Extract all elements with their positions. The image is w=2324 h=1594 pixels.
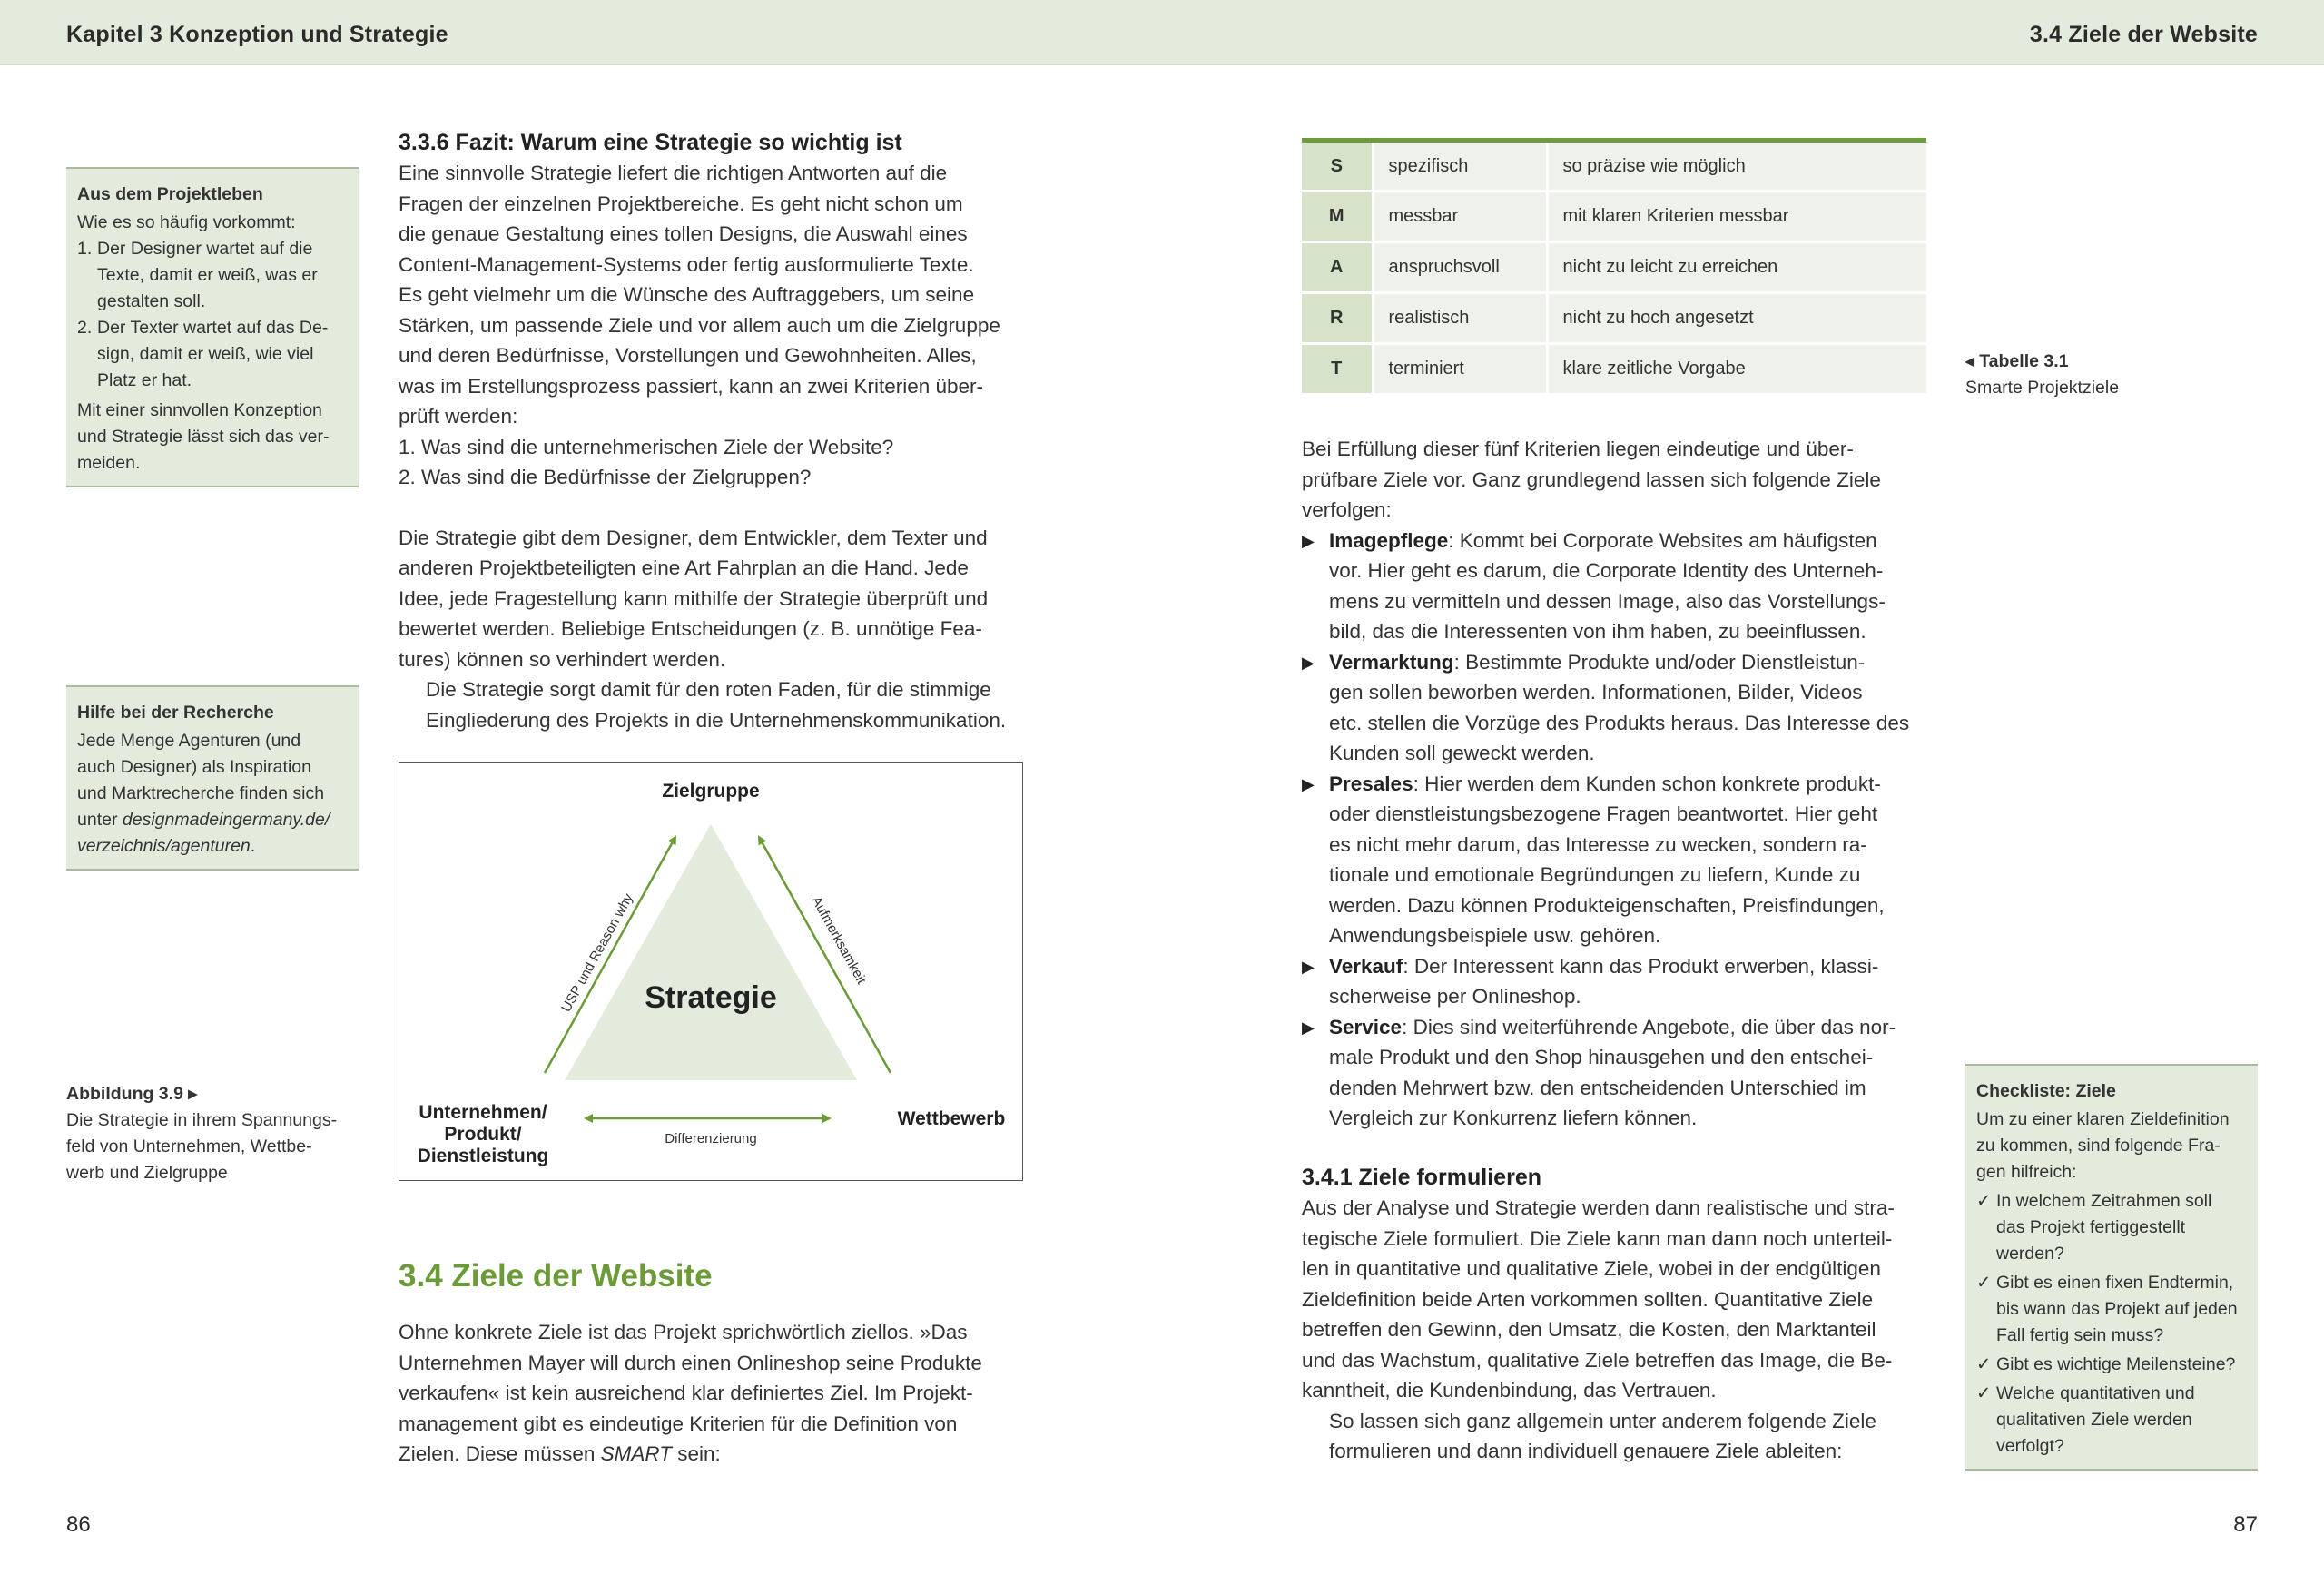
- text-line: mens zu vermitteln und dessen Image, also das Vorstellungs-: [1329, 589, 1886, 613]
- text-line: Vergleich zur Konkurrenz liefern können.: [1329, 1107, 1698, 1129]
- text-line: Ohne konkrete Ziele ist das Projekt sprichwörtlich ziellos. »Das: [399, 1321, 968, 1343]
- text-line: scherweise per Onlineshop.: [1329, 985, 1581, 1008]
- text-line: Die Strategie sorgt damit für den roten Faden, für die stimmige: [426, 678, 991, 701]
- goal-item: [1302, 1012, 1926, 1134]
- text-line: und das Wachstum, qualitative Ziele betreffen das Image, die Be-: [1302, 1348, 1893, 1372]
- checklist-intro: [1976, 1107, 2247, 1186]
- page-number-right: 87: [2233, 1512, 2258, 1537]
- text-line: formulieren und dann individuell genauere Ziele ableiten:: [1329, 1440, 1843, 1462]
- table-cell-b: so präzise wie möglich: [1547, 141, 1926, 192]
- figure-caption-text: [66, 1107, 366, 1186]
- text-line: Mit einer sinnvollen Konzeption: [77, 400, 322, 420]
- text-line: meiden.: [77, 453, 141, 473]
- sidebox-title: Aus dem Projektleben: [77, 184, 263, 204]
- text: : Hier werden dem Kunden schon konkrete produkt-: [1413, 772, 1881, 795]
- text: : Bestimmte Produkte und/oder Dienstleistun-: [1453, 650, 1866, 674]
- label-unternehmen-2: Produkt/: [444, 1124, 522, 1145]
- text-line: oder dienstleistungsbezogene Fragen beantwortet. Hier geht: [1329, 802, 1878, 825]
- table-caption: [1965, 349, 2256, 401]
- text-line: male Produkt und den Shop hinausgehen und den entschei-: [1329, 1046, 1874, 1068]
- goal-term: Service: [1329, 1015, 1403, 1038]
- table-caption-text: Smarte Projektziele: [1965, 378, 2120, 398]
- label-unternehmen-1: Unternehmen/: [419, 1102, 547, 1123]
- text-line: kanntheit, die Kundenbindung, das Vertrauen.: [1302, 1379, 1717, 1402]
- bullet-triangle-icon: ▶: [1302, 531, 1315, 550]
- left-running-header: [0, 0, 1162, 65]
- text-line: betreffen den Gewinn, den Umsatz, die Kosten, den Marktanteil: [1302, 1318, 1876, 1341]
- text-line: Unternehmen Mayer will durch einen Onlineshop seine Produkte: [399, 1351, 982, 1374]
- text-line: management gibt es eindeutige Kriterien für die Definition von: [399, 1412, 958, 1435]
- text-line: sign, damit er weiß, wie viel: [97, 344, 314, 364]
- sidebox-list: [77, 236, 348, 394]
- goal-term: Verkauf: [1329, 954, 1403, 978]
- bullet-triangle-icon: ▶: [1302, 653, 1315, 672]
- text: sein:: [671, 1442, 721, 1465]
- text-line: [1329, 647, 1926, 678]
- text-line: Anwendungsbeispiele usw. gehören.: [1329, 924, 1661, 947]
- text: : Dies sind weiterführende Angebote, die über das nor-: [1402, 1015, 1896, 1038]
- goal-term: Imagepflege: [1329, 528, 1449, 552]
- text-line: werden?: [1996, 1244, 2064, 1264]
- text-line: [1329, 769, 1926, 800]
- section-3-4-1: [1302, 1163, 1926, 1467]
- text-line: prüfbare Ziele vor. Ganz grundlegend lassen sich folgende Ziele: [1302, 467, 1881, 491]
- text-line: werden. Dazu können Produkteigenschaften, Preisfindungen,: [1329, 893, 1885, 917]
- text-line: verkaufen« ist kein ausreichend klar definiertes Ziel. Im Projekt-: [399, 1382, 973, 1404]
- table-row: [1302, 141, 1926, 192]
- text-line: Zieldefinition beide Arten vorkommen sollten. Quantitative Ziele: [1302, 1287, 1874, 1311]
- label-aufmerksamkeit: Aufmerksamkeit: [808, 893, 870, 987]
- section-header: 3.4 Ziele der Website: [2029, 22, 2258, 47]
- table-cell-k: R: [1302, 293, 1373, 344]
- text-line: vor. Hier geht es darum, die Corporate Identity des Unterneh-: [1329, 559, 1884, 582]
- text-line: Platz er hat.: [97, 370, 192, 390]
- text-line: gestalten soll.: [97, 291, 206, 311]
- paragraph: [1302, 434, 1926, 526]
- sidebox-link-line: [77, 833, 348, 860]
- text-line: das Projekt fertiggestellt: [1996, 1217, 2186, 1237]
- check-icon: ✓: [1976, 1383, 1992, 1403]
- text: Zielen. Diese müssen: [399, 1442, 601, 1465]
- link-prefix: unter: [77, 810, 123, 830]
- label-wettbewerb: Wettbewerb: [897, 1108, 1006, 1129]
- goal-item: [1302, 951, 1926, 1012]
- bullet-triangle-icon: ▶: [1302, 774, 1315, 793]
- checklist-item: [1976, 1188, 2247, 1267]
- sidebox-recherche: [66, 685, 359, 871]
- text-line: In welchem Zeitrahmen soll: [1996, 1191, 2212, 1211]
- text: : Kommt bei Corporate Websites am häufigsten: [1448, 528, 1877, 552]
- label-usp: USP und Reason why: [558, 890, 637, 1015]
- text-line: was im Erstellungsprozess passiert, kann an zwei Kriterien über-: [399, 374, 984, 398]
- goal-item: [1302, 647, 1926, 769]
- sidebox-intro: Wie es so häufig vorkommt:: [77, 212, 296, 232]
- section-heading: 3.4.1 Ziele formulieren: [1302, 1165, 1541, 1190]
- label-strategie: Strategie: [645, 980, 777, 1015]
- table-cell-a: messbar: [1373, 192, 1547, 242]
- list-item: [77, 315, 348, 394]
- paragraph: [399, 158, 1023, 432]
- text-line: Fragen der einzelnen Projektbereiche. Es geht nicht schon um: [399, 192, 963, 215]
- triangle-diagram-svg: [399, 763, 1022, 1180]
- sidebox-link-line: [77, 807, 348, 833]
- text-line: 1. Was sind die unternehmerischen Ziele der Website?: [399, 435, 894, 458]
- text-line: [1329, 1012, 1926, 1043]
- list-item: [77, 236, 348, 315]
- text-line: Die Strategie in ihrem Spannungs-: [66, 1110, 338, 1130]
- paragraph: [399, 523, 1023, 675]
- label-unternehmen-3: Dienstleistung: [417, 1146, 549, 1166]
- goal-item: [1302, 769, 1926, 951]
- text-line: Es geht vielmehr um die Wünsche des Auftraggebers, um seine: [399, 283, 975, 306]
- sidebox-projektleben: [66, 167, 359, 487]
- text-line: denden Mehrwert bzw. den entscheidenden Unterschied im: [1329, 1076, 1866, 1099]
- text-line: tures) können so verhindert werden.: [399, 647, 726, 671]
- table-cell-k: A: [1302, 242, 1373, 293]
- strategy-diagram: [399, 762, 1023, 1181]
- goal-list: [1302, 526, 1926, 1134]
- goal-item: [1302, 526, 1926, 647]
- text-line: [1329, 951, 1926, 982]
- checklist-item: [1976, 1270, 2247, 1349]
- text-line: Idee, jede Fragestellung kann mithilfe der Strategie überprüft und: [399, 586, 989, 610]
- goals-text: [1302, 434, 1926, 1134]
- checklist-item: [1976, 1352, 2247, 1378]
- text: : Der Interessent kann das Produkt erwerben, klassi-: [1403, 954, 1879, 978]
- text-line: Gibt es einen fixen Endtermin,: [1996, 1273, 2234, 1293]
- text-line: und deren Bedürfnisse, Vorstellungen und Gewohnheiten. Alles,: [399, 344, 977, 367]
- text-line: werb und Zielgruppe: [66, 1163, 228, 1183]
- link-suffix: .: [250, 836, 256, 856]
- table-cell-b: nicht zu leicht zu erreichen: [1547, 242, 1926, 293]
- figure-caption-title: Abbildung 3.9 ▸: [66, 1084, 198, 1104]
- bullet-triangle-icon: ▶: [1302, 1018, 1315, 1037]
- sidebox-title: Hilfe bei der Recherche: [77, 703, 274, 723]
- text-line: anderen Projektbeteiligten eine Art Fahrplan an die Hand. Jede: [399, 556, 969, 579]
- text-line: Texte, damit er weiß, was er: [97, 265, 318, 285]
- table-caption-title: ◂ Tabelle 3.1: [1965, 351, 2069, 371]
- text-line: und Marktrecherche finden sich: [77, 783, 325, 803]
- text-line: Die Strategie gibt dem Designer, dem Entwickler, dem Texter und: [399, 526, 988, 549]
- text-line: Der Designer wartet auf die: [97, 239, 313, 259]
- text-line: zu kommen, sind folgende Fra-: [1976, 1136, 2221, 1156]
- text-line: So lassen sich ganz allgemein unter anderem folgende Ziele: [1329, 1409, 1876, 1432]
- right-page: [1162, 0, 2324, 1594]
- text-line: Gibt es wichtige Meilensteine?: [1996, 1354, 2236, 1374]
- text-line: Der Texter wartet auf das De-: [97, 318, 329, 338]
- table-cell-b: mit klaren Kriterien messbar: [1547, 192, 1926, 242]
- text-line: es nicht mehr darum, das Interesse zu wecken, sondern ra-: [1329, 832, 1867, 856]
- table-cell-b: nicht zu hoch angesetzt: [1547, 293, 1926, 344]
- bullet-triangle-icon: ▶: [1302, 957, 1315, 976]
- checklist-item: [1976, 1381, 2247, 1460]
- text-line: Content-Management-Systems oder fertig ausformulierte Texte.: [399, 252, 974, 276]
- check-icon: ✓: [1976, 1354, 1992, 1374]
- paragraph-last-line: [399, 1439, 1023, 1470]
- text-line: Kunden soll geweckt werden.: [1329, 742, 1595, 764]
- text-line: Stärken, um passende Ziele und vor allem auch um die Zielgruppe: [399, 313, 1000, 337]
- goal-term: Vermarktung: [1329, 650, 1454, 674]
- table-row: [1302, 242, 1926, 293]
- text-line: auch Designer) als Inspiration: [77, 757, 311, 777]
- text-line: Bei Erfüllung dieser fünf Kriterien liegen eindeutige und über-: [1302, 438, 1854, 460]
- paragraph: [399, 1317, 1023, 1439]
- text-line: verfolgen:: [1302, 498, 1392, 521]
- text-line: Jede Menge Agenturen (und: [77, 731, 301, 751]
- text-line: Fall fertig sein muss?: [1996, 1325, 2164, 1345]
- chapter-header: Kapitel 3 Konzeption und Strategie: [66, 22, 448, 47]
- section-heading: 3.3.6 Fazit: Warum eine Strategie so wichtig ist: [399, 130, 902, 155]
- text-line: Eine sinnvolle Strategie liefert die richtigen Antworten auf die: [399, 162, 948, 184]
- text-line: bewertet werden. Beliebige Entscheidungen (z. B. unnötige Fea-: [399, 617, 982, 640]
- text-line: tegische Ziele formuliert. Die Ziele kann man dann noch unterteil-: [1302, 1226, 1893, 1250]
- section-3-3-6: [399, 128, 1023, 735]
- text-line: tionale und emotionale Begründungen zu liefern, Kunde zu: [1329, 863, 1861, 886]
- sidebox-outro: [77, 398, 348, 477]
- text-line: Aus der Analyse und Strategie werden dann realistische und stra-: [1302, 1196, 1895, 1219]
- table-cell-a: spezifisch: [1373, 141, 1547, 192]
- text-line: bild, das die Interessenten von ihm haben, zu beeinflussen.: [1329, 620, 1866, 643]
- agency-link-cont[interactable]: verzeichnis/agenturen: [77, 836, 251, 856]
- paragraph: [1302, 1406, 1926, 1467]
- check-icon: ✓: [1976, 1191, 1992, 1211]
- sidebox-text: [77, 728, 348, 807]
- smart-term: SMART: [600, 1442, 672, 1465]
- page-number-left: 86: [66, 1512, 91, 1537]
- text-line: feld von Unternehmen, Wettbe-: [66, 1136, 312, 1156]
- goal-term: Presales: [1329, 772, 1413, 795]
- text-line: Welche quantitativen und: [1996, 1383, 2195, 1403]
- text-line: die genaue Gestaltung eines tollen Designs, die Auswahl eines: [399, 222, 968, 245]
- list-number: 1.: [77, 239, 93, 259]
- strategy-triangle: [565, 824, 857, 1080]
- label-differenzierung: Differenzierung: [665, 1131, 757, 1146]
- text-line: Eingliederung des Projekts in die Unternehmenskommunikation.: [426, 708, 1007, 732]
- paragraph: [399, 674, 1023, 735]
- right-running-header: [1162, 0, 2324, 65]
- table-cell-b: klare zeitliche Vorgabe: [1547, 344, 1926, 395]
- checklist-box: [1965, 1064, 2258, 1471]
- checklist-title: Checkliste: Ziele: [1976, 1081, 2116, 1101]
- text-line: 2. Was sind die Bedürfnisse der Zielgruppen?: [399, 466, 812, 488]
- smart-table: [1302, 138, 1926, 396]
- table-row: [1302, 293, 1926, 344]
- text-line: gen hilfreich:: [1976, 1162, 2077, 1182]
- agency-link[interactable]: designmadeingermany.de/: [122, 810, 330, 830]
- text-line: und Strategie lässt sich das ver-: [77, 427, 330, 447]
- list-number: 2.: [77, 318, 93, 338]
- text-line: len in quantitative und qualitative Ziele, wobei in der endgültigen: [1302, 1257, 1881, 1280]
- table-cell-a: anspruchsvoll: [1373, 242, 1547, 293]
- section-3-4-heading: 3.4 Ziele der Website: [399, 1258, 713, 1294]
- text-line: etc. stellen die Vorzüge des Produkts heraus. Das Interesse des: [1329, 711, 1910, 734]
- table-cell-k: T: [1302, 344, 1373, 395]
- text-line: prüft werden:: [399, 405, 518, 428]
- question-list: [399, 432, 1023, 493]
- text-line: bis wann das Projekt auf jeden: [1996, 1299, 2238, 1319]
- section-3-4-text: [399, 1317, 1023, 1470]
- table-cell-k: S: [1302, 141, 1373, 192]
- label-zielgruppe: Zielgruppe: [662, 781, 760, 802]
- table-row: [1302, 192, 1926, 242]
- text-line: verfolgt?: [1996, 1436, 2064, 1456]
- table-row: [1302, 344, 1926, 395]
- text-line: qualitativen Ziele werden: [1996, 1410, 2192, 1430]
- text-line: Um zu einer klaren Zieldefinition: [1976, 1109, 2230, 1129]
- text-line: gen sollen beworben werden. Informationen, Bilder, Videos: [1329, 681, 1863, 704]
- table-cell-a: realistisch: [1373, 293, 1547, 344]
- text-line: [1329, 526, 1926, 556]
- paragraph: [1302, 1193, 1926, 1406]
- check-icon: ✓: [1976, 1273, 1992, 1293]
- table-cell-a: terminiert: [1373, 344, 1547, 395]
- checklist-items: [1976, 1188, 2247, 1460]
- table-cell-k: M: [1302, 192, 1373, 242]
- figure-caption: [66, 1081, 366, 1186]
